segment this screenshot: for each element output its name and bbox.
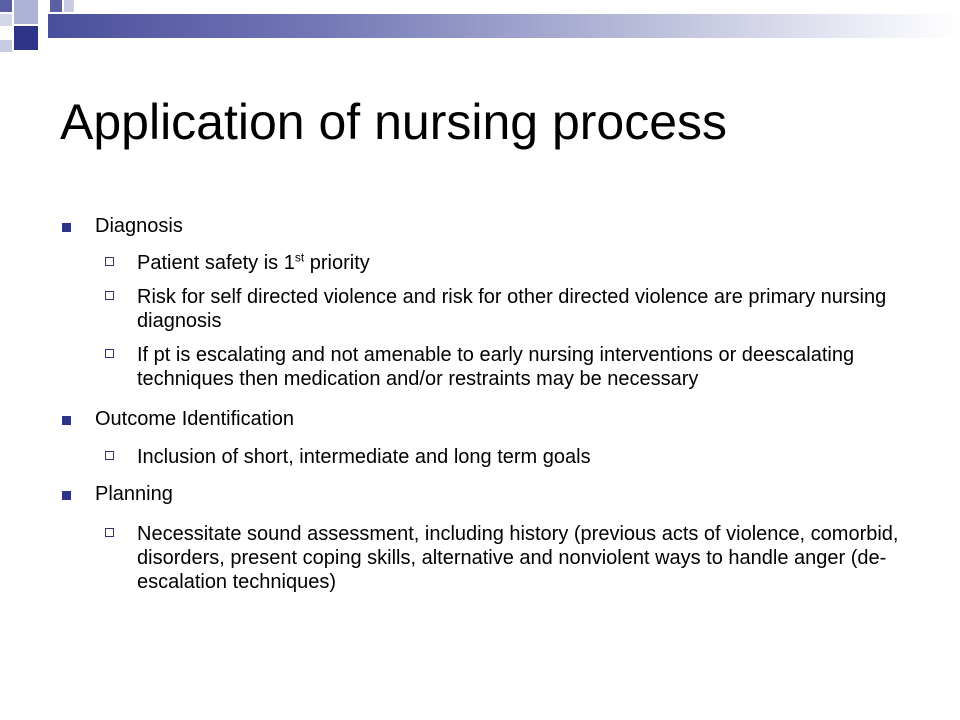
hollow-square-bullet-icon <box>105 349 114 358</box>
slide-content <box>60 214 920 594</box>
sub-bullet-text: priority <box>304 252 370 274</box>
square-bullet-icon <box>62 491 71 500</box>
header-gradient-bar <box>48 14 960 38</box>
decor-square <box>0 0 12 12</box>
bullet-outcome-identification <box>60 407 920 431</box>
bullet-heading: Diagnosis <box>95 215 183 237</box>
hollow-square-bullet-icon <box>105 528 114 537</box>
bullet-diagnosis <box>60 214 920 238</box>
hollow-square-bullet-icon <box>105 291 114 300</box>
decor-square <box>14 0 38 24</box>
decor-square <box>0 40 12 52</box>
decor-square <box>50 0 62 12</box>
sub-bullet <box>137 251 920 275</box>
bullet-heading: Planning <box>95 483 173 505</box>
sub-bullet-text: If pt is escalating and not amenable to early nursing interventions or deescalating techniques then medication and/or restraints may be necessary <box>137 344 855 390</box>
decor-square <box>0 14 12 26</box>
hollow-square-bullet-icon <box>105 451 114 460</box>
decor-square <box>64 0 74 12</box>
square-bullet-icon <box>62 223 71 232</box>
superscript: st <box>294 250 305 265</box>
hollow-square-bullet-icon <box>105 257 114 266</box>
decor-square <box>14 26 38 50</box>
sub-bullet <box>137 445 920 469</box>
bullet-planning <box>60 482 920 506</box>
sub-bullet <box>137 522 920 594</box>
square-bullet-icon <box>62 416 71 425</box>
sub-bullet-text: Inclusion of short, intermediate and long term goals <box>137 446 591 468</box>
bullet-heading: Outcome Identification <box>95 408 294 430</box>
slide-title: Application of nursing process <box>60 94 728 150</box>
sub-bullet-text: Necessitate sound assessment, including history (previous acts of violence, comorbid, disorders, present coping skills, alternative and nonviolent ways to handle anger (de-escalation techniques) <box>137 523 899 593</box>
sub-bullet-text: Patient safety is 1 <box>137 252 295 274</box>
sub-bullet-text: Risk for self directed violence and risk for other directed violence are primary nursing diagnosis <box>137 286 887 332</box>
sub-bullet <box>137 343 920 391</box>
sub-bullet <box>137 285 920 333</box>
